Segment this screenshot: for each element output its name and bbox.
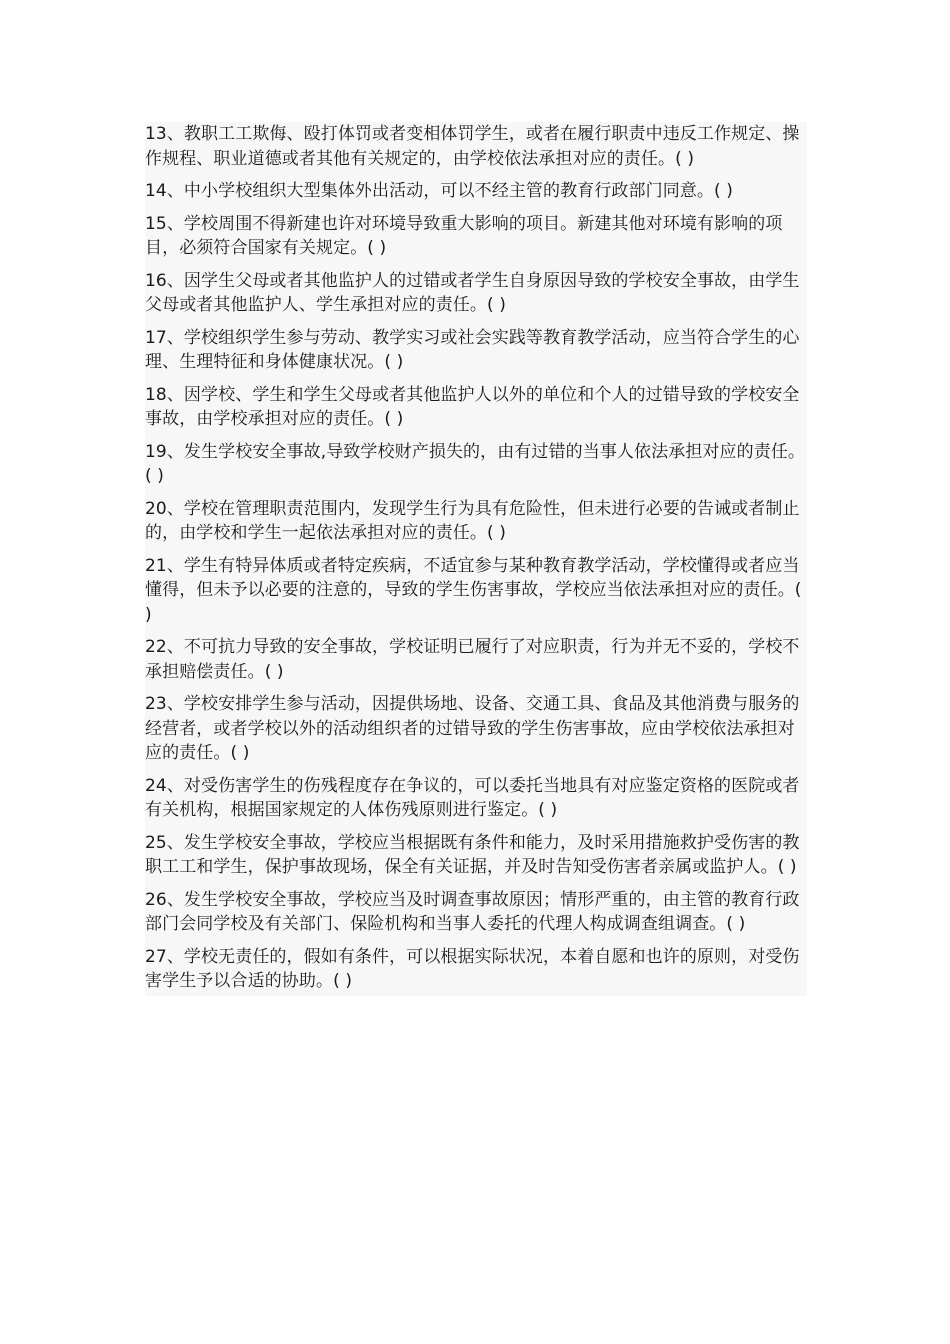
question-23: 23、学校安排学生参与活动，因提供场地、设备、交通工具、食品及其他消费与服务的经营者，或者学校以外的活动组织者的过错导致的学生伤害事故，应由学校依法承担对应的责任。( ) — [145, 694, 800, 763]
question-21: 21、学生有特异体质或者特定疾病，不适宜参与某种教育教学活动，学校懂得或者应当懂得，但未予以必要的注意的，导致的学生伤害事故，学校应当依法承担对应的责任。( ) — [145, 555, 802, 625]
question-15: 15、学校周围不得新建也许对环境导致重大影响的项目。新建其他对环境有影响的项目，必须符合国家有关规定。( ) — [145, 213, 783, 258]
question-20: 20、学校在管理职责范围内，发现学生行为具有危险性，但未进行必要的告诫或者制止的，由学校和学生一起依法承担对应的责任。( ) — [145, 498, 800, 543]
document-page — [145, 122, 807, 996]
question-18: 18、因学校、学生和学生父母或者其他监护人以外的单位和个人的过错导致的学校安全事故，由学校承担对应的责任。( ) — [145, 384, 800, 429]
question-19: 19、发生学校安全事故,导致学校财产损失的，由有过错的当事人依法承担对应的责任。( ) — [145, 441, 806, 486]
question-27: 27、学校无责任的，假如有条件，可以根据实际状况，本着自愿和也许的原则，对受伤害学生予以合适的协助。( ) — [145, 946, 800, 991]
question-24: 24、对受伤害学生的伤残程度存在争议的，可以委托当地具有对应鉴定资格的医院或者有关机构，根据国家规定的人体伤残原则进行鉴定。( ) — [145, 775, 800, 820]
question-22: 22、不可抗力导致的安全事故，学校证明已履行了对应职责，行为并无不妥的，学校不承担赔偿责任。( ) — [145, 637, 800, 682]
question-25: 25、发生学校安全事故，学校应当根据既有条件和能力，及时采用措施救护受伤害的教职工工和学生，保护事故现场，保全有关证据，并及时告知受伤害者亲属或监护人。( ) — [145, 832, 800, 877]
question-26: 26、发生学校安全事故，学校应当及时调查事故原因；情形严重的，由主管的教育行政部门会同学校及有关部门、保险机构和当事人委托的代理人构成调查组调查。( ) — [145, 889, 800, 934]
question-16: 16、因学生父母或者其他监护人的过错或者学生自身原因导致的学校安全事故，由学生父母或者其他监护人、学生承担对应的责任。( ) — [145, 270, 800, 315]
question-17: 17、学校组织学生参与劳动、教学实习或社会实践等教育教学活动，应当符合学生的心理、生理特征和身体健康状况。( ) — [145, 327, 800, 372]
question-14: 14、中小学校组织大型集体外出活动，可以不经主管的教育行政部门同意。( ) — [145, 181, 733, 201]
question-13: 13、教职工工欺侮、殴打体罚或者变相体罚学生，或者在履行职责中违反工作规定、操作规程、职业道德或者其他有关规定的，由学校依法承担对应的责任。( ) — [145, 124, 800, 169]
